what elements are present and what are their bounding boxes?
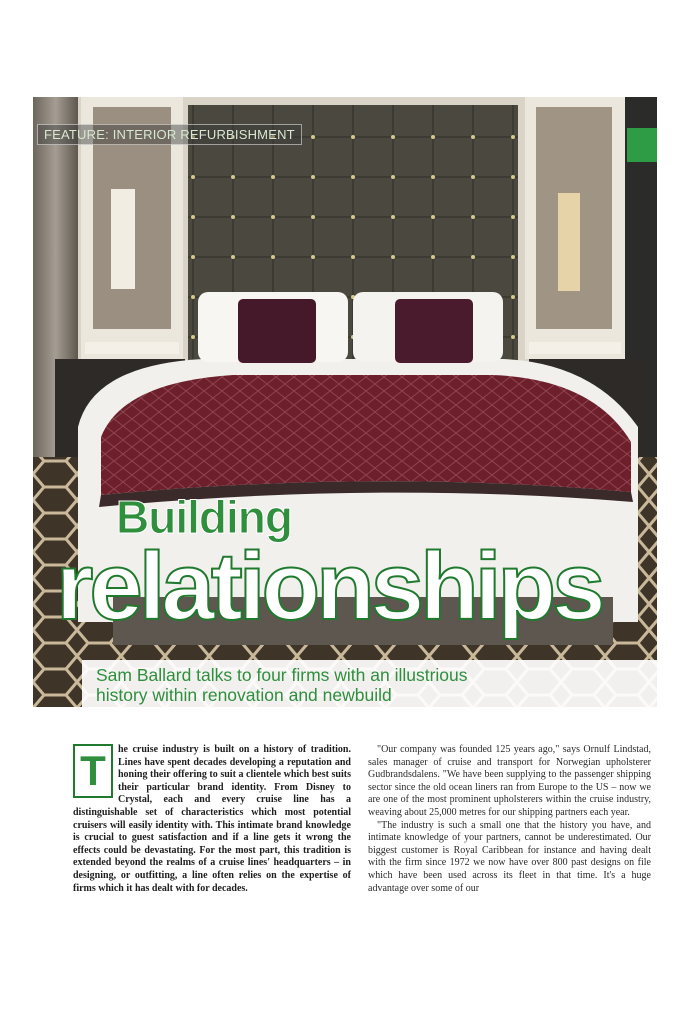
standfirst-box xyxy=(82,660,657,707)
article-column-2 xyxy=(368,744,651,895)
column-2-paragraph-1: "Our company was founded 125 years ago," says Ornulf Lindstad, sales manager of cruise and transport for Norwegian upholsterer Gudbrandsdalens. "We have been supplying to the passenger shipping sector since the old ocean liners ran from Europe to the US – now we are one of the most prominent upholsterers within the cruise industry, weaving about 25,000 metres for our shipping partners each year. xyxy=(368,744,651,818)
drop-cap: T xyxy=(73,744,113,798)
column-1-text: he cruise industry is built on a history of tradition. Lines have spent decades developing a reputation and honing their offering to suit a clientele which best suits their particular brand identity. From Disney to Crystal, each and every cruise line has a distinguishable set of characteristics which most potential cruisers will easily identity with. This intimate brand knowledge is crucial to guest satisfaction and if a line gets it wrong the effects could be devastating. For the most part, this tradition is extended beyond the realms of a cruise lines' headquarters – in designing, or outfitting, a line often relies on the expertise of firms which it has dealt with for decades. xyxy=(73,744,351,894)
column-2-paragraph-2: "The industry is such a small one that the history you have, and intimate knowledge of your partners, cannot be underestimated. Our biggest customer is Royal Caribbean for instance and having dealt with the firm since 1972 we now have over 800 past designs on file which have been used across its fleet in that time. It's a huge advantage over some of our xyxy=(368,819,651,894)
standfirst-line-2: history within renovation and newbuild xyxy=(96,685,392,705)
article-column-1 xyxy=(73,744,351,895)
headline-line-2: relationships xyxy=(56,533,602,640)
section-tag: FEATURE: INTERIOR REFURBISHMENT xyxy=(37,124,302,145)
standfirst-line-1: Sam Ballard talks to four firms with an illustrious xyxy=(96,665,468,685)
headline-line-1: Building xyxy=(116,491,292,543)
green-section-tab xyxy=(627,128,657,162)
